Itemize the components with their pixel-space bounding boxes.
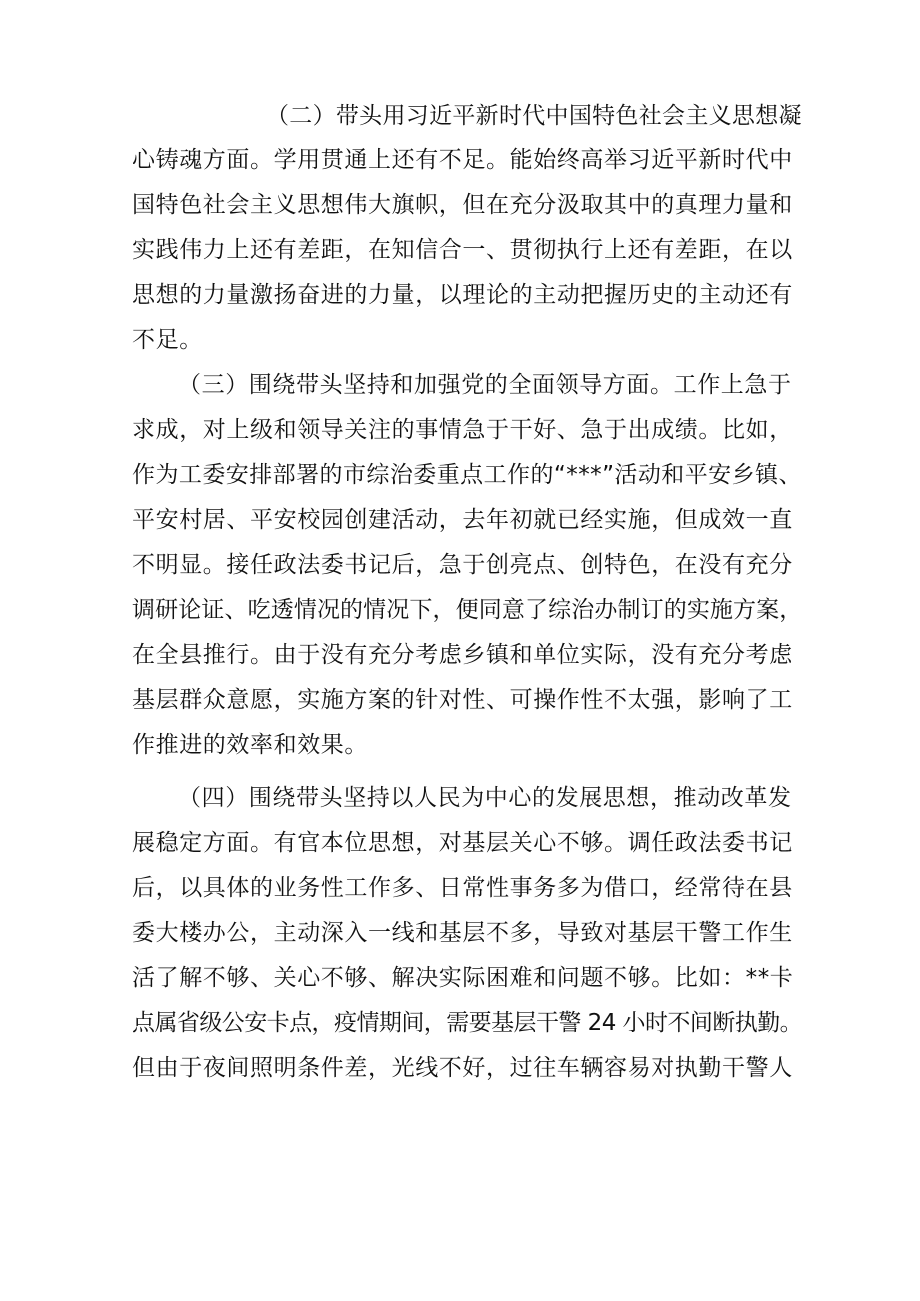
- paragraph-line: （二）带头用习近平新时代中国特色社会主义思想凝: [266, 103, 802, 129]
- paragraph-line: 委大楼办公，主动深入一线和基层不多，导致对基层干警工作生: [132, 920, 793, 946]
- paragraph-line: 国特色社会主义思想伟大旗帜，但在充分汲取其中的真理力量和: [132, 192, 793, 218]
- paragraph-line: 展稳定方面。有官本位思想，对基层关心不够。调任政法委书记: [132, 830, 793, 856]
- paragraph-line: 在全县推行。由于没有充分考虑乡镇和单位实际，没有充分考虑: [132, 642, 793, 668]
- paragraph-line: 不明显。接任政法委书记后，急于创亮点、创特色，在没有充分: [132, 552, 793, 578]
- paragraph-line: 不足。: [132, 327, 203, 353]
- paragraph-line: 后，以具体的业务性工作多、日常性事务多为借口，经常待在县: [132, 875, 793, 901]
- paragraph-line: 实践伟力上还有差距，在知信合一、贯彻执行上还有差距，在以: [132, 237, 793, 263]
- paragraph-line: （三）围绕带头坚持和加强党的全面领导方面。工作上急于: [178, 372, 792, 398]
- paragraph-line: 基层群众意愿，实施方案的针对性、可操作性不太强，影响了工: [132, 687, 793, 713]
- paragraph-line: 心铸魂方面。学用贯通上还有不足。能始终高举习近平新时代中: [132, 147, 793, 173]
- paragraph-line: 作推进的效率和效果。: [132, 732, 368, 758]
- paragraph-line: 求成，对上级和领导关注的事情急于干好、急于出成绩。比如，: [132, 417, 793, 443]
- paragraph-line: 但由于夜间照明条件差，光线不好，过往车辆容易对执勤干警人: [132, 1055, 793, 1081]
- paragraph-line: （四）围绕带头坚持以人民为中心的发展思想，推动改革发: [178, 785, 792, 811]
- paragraph-line: 作为工委安排部署的市综治委重点工作的“***”活动和平安乡镇、: [132, 462, 802, 488]
- paragraph-line: 思想的力量激扬奋进的力量，以理论的主动把握历史的主动还有: [132, 282, 793, 308]
- paragraph-line: 活了解不够、关心不够、解决实际困难和问题不够。比如：**卡: [132, 965, 794, 991]
- paragraph-line: 平安村居、平安校园创建活动，去年初就已经实施，但成效一直: [132, 507, 793, 533]
- paragraph-line: 调研论证、吃透情况的情况下，便同意了综治办制订的实施方案，: [132, 597, 803, 623]
- paragraph-line: 点属省级公安卡点，疫情期间，需要基层干警 24 小时不间断执勤。: [132, 1010, 803, 1036]
